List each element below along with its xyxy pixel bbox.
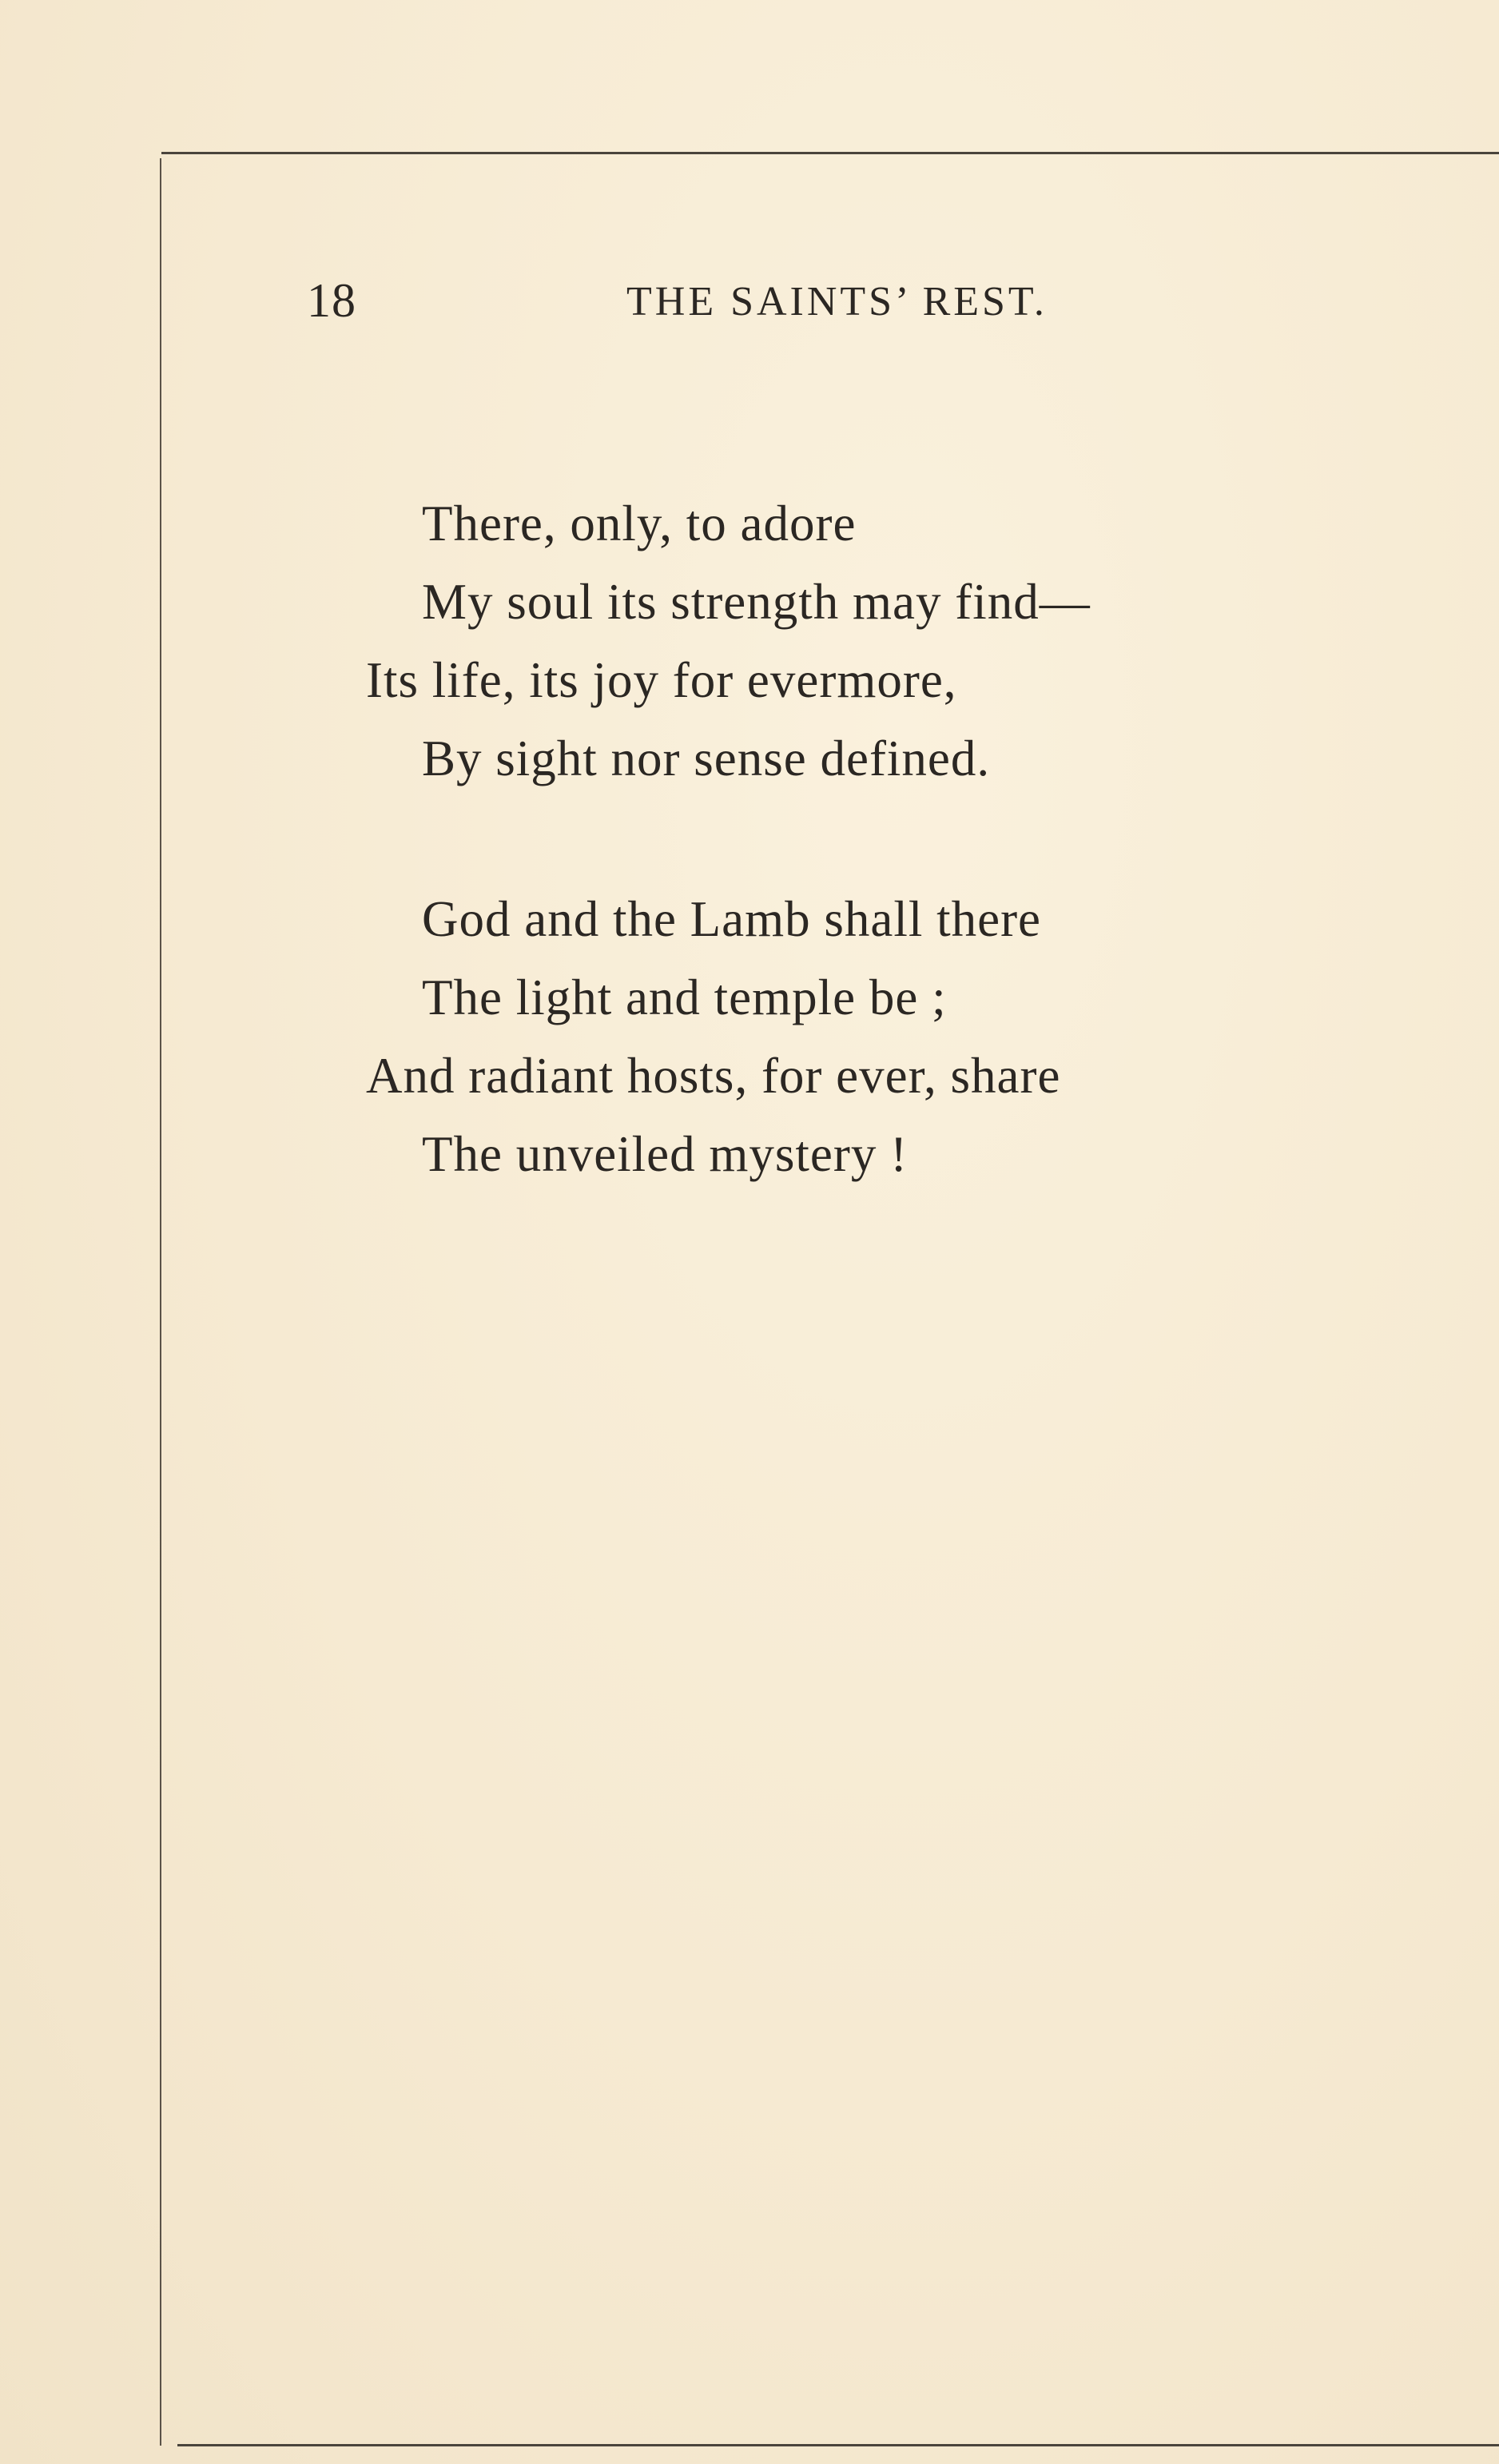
page-number: 18 (307, 274, 356, 327)
poem-line: My soul its strength may find— (422, 574, 1091, 630)
poem-line: There, only, to adore (422, 496, 857, 551)
poem-line: The unveiled mystery ! (422, 1126, 909, 1182)
running-title: THE SAINTS’ REST. (626, 279, 1048, 324)
running-head (0, 269, 1499, 332)
poem-line: The light and temple be ; (422, 969, 947, 1025)
poem-line: God and the Lamb shall there (422, 891, 1042, 947)
poem-line: And radiant hosts, for ever, share (366, 1048, 1061, 1104)
left-border-rule (160, 158, 161, 2446)
poem-line: By sight nor sense defined. (422, 730, 991, 786)
poem-line: Its life, its joy for evermore, (366, 652, 957, 708)
bottom-border-rule (177, 2444, 1499, 2446)
top-border-rule (161, 152, 1499, 154)
